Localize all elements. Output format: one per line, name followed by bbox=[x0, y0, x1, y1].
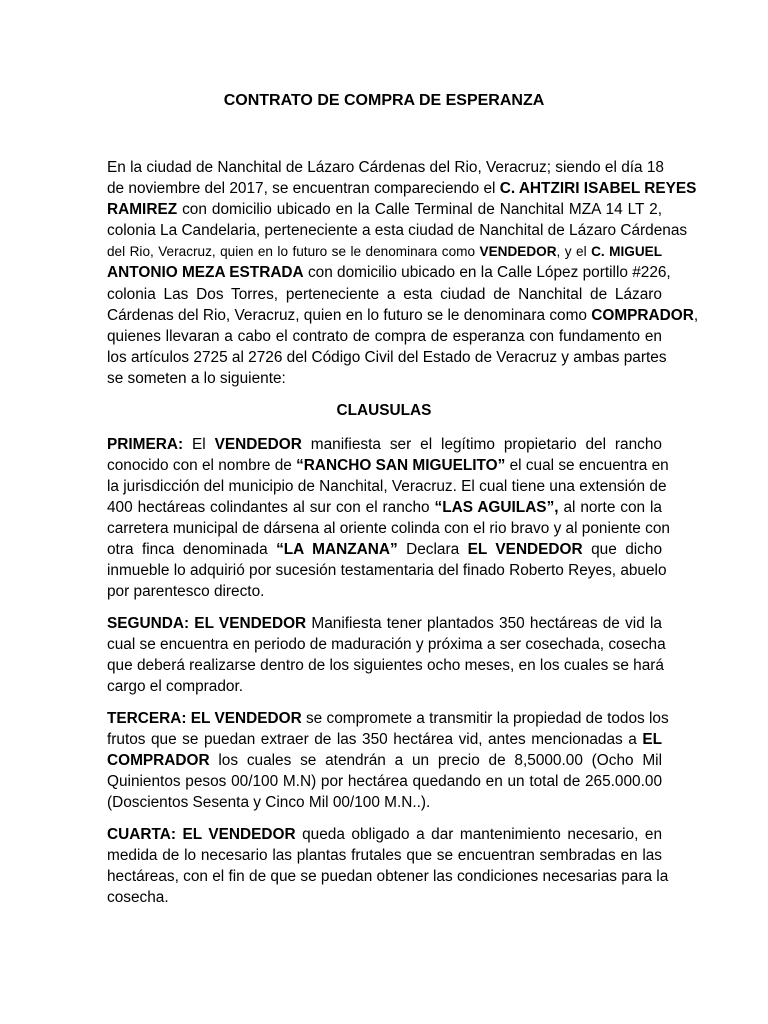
cuarta-line-4: cosecha. bbox=[107, 889, 169, 906]
intro-line-4: colonia La Candelaria, perteneciente a esta ciudad de Nanchital de Lázaro Cárdenas bbox=[107, 222, 688, 239]
primera-line-6: otra finca denominada “LA MANZANA” Declara EL VENDEDOR que dicho bbox=[107, 541, 662, 558]
cuarta-line-3: hectáreas, con el fin de que se puedan obtener las condiciones necesarias para la bbox=[107, 868, 669, 885]
intro-line-8: Cárdenas del Rio, Veracruz, quien en lo futuro se le denominara como COMPRADOR, bbox=[107, 307, 699, 324]
intro-line-7: colonia Las Dos Torres, perteneciente a esta ciudad de Nanchital de Lázaro bbox=[107, 286, 662, 303]
primera-line-3: la jurisdicción del municipio de Nanchital, Veracruz. El cual tiene una extensión de bbox=[107, 478, 667, 495]
segunda-line-2: cual se encuentra en periodo de maduración y próxima a ser cosechada, cosecha bbox=[107, 636, 666, 653]
primera-line-2: conocido con el nombre de “RANCHO SAN MIGUELITO” el cual se encuentra en bbox=[107, 457, 669, 474]
intro-line-1: En la ciudad de Nanchital de Lázaro Cárdenas del Rio, Veracruz; siendo el día 18 bbox=[107, 159, 664, 176]
tercera-line-2: frutos que se puedan extraer de las 350 hectárea vid, antes mencionadas a EL bbox=[107, 731, 662, 748]
intro-line-2: de noviembre del 2017, se encuentran compareciendo el C. AHTZIRI ISABEL REYES bbox=[107, 180, 697, 197]
segunda-line-3: que deberá realizarse dentro de los siguientes ocho meses, en los cuales se hará bbox=[107, 657, 664, 674]
tercera-line-5: (Doscientos Sesenta y Cinco Mil 00/100 M.N..). bbox=[107, 794, 431, 811]
segunda-line-1: SEGUNDA: EL VENDEDOR Manifiesta tener plantados 350 hectáreas de vid la bbox=[107, 615, 662, 632]
primera-line-8: por parentesco directo. bbox=[107, 583, 265, 600]
intro-line-5: del Rio, Veracruz, quien en lo futuro se le denominara como VENDEDOR, y el C. MIGUEL bbox=[107, 244, 663, 259]
primera-line-1: PRIMERA: El VENDEDOR manifiesta ser el legítimo propietario del rancho bbox=[107, 436, 662, 453]
clausulas-heading: CLAUSULAS bbox=[336, 402, 432, 419]
primera-line-5: carretera municipal de dársena al oriente colinda con el rio bravo y al poniente con bbox=[107, 520, 670, 537]
cuarta-line-2: medida de lo necesario las plantas frutales que se encuentran sembradas en las bbox=[107, 847, 662, 864]
tercera-line-3: COMPRADOR los cuales se atendrán a un precio de 8,5000.00 (Ocho Mil bbox=[107, 752, 662, 769]
primera-line-7: inmueble lo adquirió por sucesión testamentaria del finado Roberto Reyes, abuelo bbox=[107, 562, 667, 579]
intro-line-10: los artículos 2725 al 2726 del Código Civil del Estado de Veracruz y ambas partes bbox=[107, 349, 667, 366]
primera-line-4: 400 hectáreas colindantes al sur con el rancho “LAS AGUILAS”, al norte con la bbox=[107, 499, 662, 516]
intro-line-6: ANTONIO MEZA ESTRADA con domicilio ubicado en la Calle López portillo #226, bbox=[107, 264, 671, 281]
document-title: CONTRATO DE COMPRA DE ESPERANZA bbox=[223, 92, 545, 109]
intro-line-9: quienes llevaran a cabo el contrato de compra de esperanza con fundamento en bbox=[107, 328, 662, 345]
intro-line-11: se someten a lo siguiente: bbox=[107, 370, 286, 387]
intro-line-3: RAMIREZ con domicilio ubicado en la Calle Terminal de Nanchital MZA 14 LT 2, bbox=[107, 201, 662, 218]
tercera-line-1: TERCERA: EL VENDEDOR se compromete a transmitir la propiedad de todos los bbox=[107, 710, 669, 727]
tercera-line-4: Quinientos pesos 00/100 M.N) por hectárea quedando en un total de 265.000.00 bbox=[107, 773, 662, 790]
cuarta-line-1: CUARTA: EL VENDEDOR queda obligado a dar mantenimiento necesario, en bbox=[107, 826, 663, 843]
segunda-line-4: cargo el comprador. bbox=[107, 678, 244, 695]
